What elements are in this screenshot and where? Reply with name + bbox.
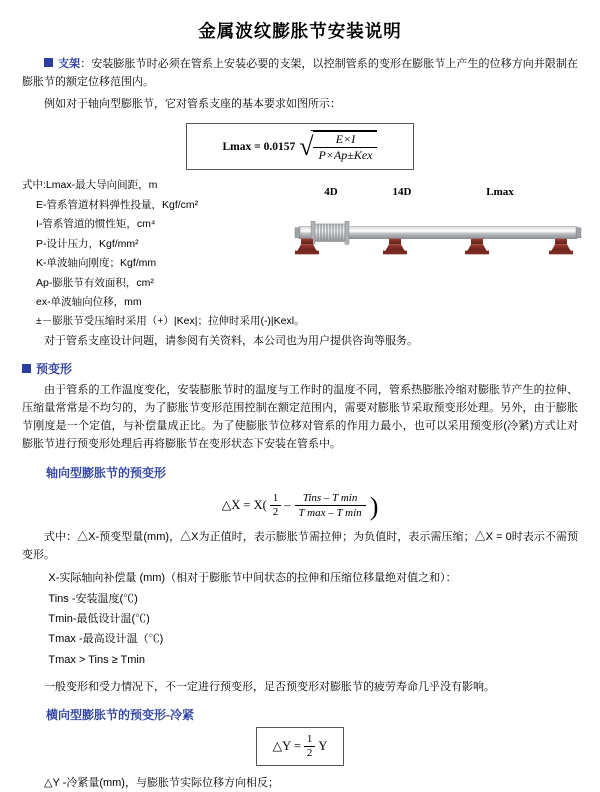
- formula-lmax-fraction: [313, 131, 377, 163]
- blue-square-icon: [44, 58, 53, 67]
- axial-variable-item: Tmax > Tins ≥ Tmin: [48, 653, 145, 666]
- axial-formula-fraction-numerator: Tins – T min: [295, 491, 366, 506]
- legend-item: P-设计压力，Kgf/mm²: [36, 237, 139, 250]
- axial-variable-item: Tins -安装温度(℃): [48, 592, 138, 605]
- figure-label-4d: 4D: [324, 186, 338, 199]
- formula-lmax-lhs: Lmax = 0.0157: [222, 140, 296, 153]
- bracket-section-heading: 支架: [58, 58, 81, 70]
- lateral-formula-half: [304, 733, 316, 759]
- figure-label-lmax: Lmax: [486, 186, 514, 199]
- bracket-section-body: 安装膨胀节时必须在管系上安装必要的支架，以控制管系的变形在膨胀节上产生的位移方向并限制在膨胀节的额定位移范围内。: [22, 58, 579, 89]
- formula-lmax: [186, 123, 414, 170]
- axial-variable-item: Tmax -最高设计温（℃): [48, 633, 164, 646]
- pre-deformation-heading-label: 预变形: [36, 361, 73, 376]
- formula-lmax-denominator: P×Ap±Kex: [318, 148, 373, 163]
- lateral-formula-note: △Y -冷紧量(mm)，与膨胀节实际位移方向相反；: [44, 776, 279, 789]
- formula-lmax-numerator: E×I: [313, 132, 377, 148]
- pipe-diagram-svg: [293, 212, 583, 258]
- axial-pre-deformation-heading-label: 轴向型膨胀节的预变形: [46, 465, 167, 480]
- axial-formula-fraction: [295, 491, 366, 521]
- axial-formula-note: 式中：△X-预变型量(mm)，△X为正值时，表示膨胀节需拉伸；为负值时，表示需压缩；△X = 0时表示不需预变形。: [22, 531, 578, 562]
- axial-variable-item: X-实际轴向补偿量 (mm)（相对于膨胀节中间状态的拉伸和压缩位移量绝对值之和）：: [48, 572, 457, 585]
- axial-formula-rhs: ): [369, 491, 379, 521]
- pre-deformation-body: 由于管系的工作温度变化，安装膨胀节时的温度与工作时的温度不同，管系热膨胀冷缩对膨胀节产生的拉伸、压缩量常常是不均匀的，为了膨胀节变形范围控制在额定范围内，需要对膨胀节采取预变形处理。另外，由于膨胀节刚度是一个定值，与补偿量成正比。为了使膨胀节位移对管系的作用力最小，也可以采用预变形(冷紧)方式让对膨胀节进行预变形处理后再将膨胀节在变形状态下安装在管系中。: [22, 383, 578, 451]
- figure-label-14d: 14D: [392, 186, 412, 199]
- figure-dimension-labels: [293, 186, 583, 198]
- legend-item: 式中:Lmax-最大导向间距，m: [22, 179, 158, 192]
- axial-formula-half: [270, 492, 282, 518]
- legend-item: K-单波轴向刚度；Kgf/mm: [36, 257, 157, 270]
- lateral-pre-deformation-heading-label: 横向型膨胀节的预变形-冷紧: [46, 708, 194, 723]
- pre-deformation-heading: [22, 360, 578, 377]
- pipe-figure: [293, 176, 583, 276]
- legend-list: [22, 176, 305, 331]
- lateral-formula-rhs: Y: [318, 738, 328, 753]
- bracket-section-paragraph: 支架：安装膨胀节时必须在管系上安装必要的支架，以控制管系的变形在膨胀节上产生的位移方向并限制在膨胀节的额定位移范围内。: [22, 58, 579, 89]
- axial-formula: [22, 491, 578, 521]
- axial-variable-list: [22, 568, 578, 670]
- legend-item: Ap-膨胀节有效面积，cm²: [36, 276, 154, 289]
- radical-sign-icon: √: [299, 131, 314, 161]
- axial-pre-deformation-heading: [22, 464, 578, 481]
- formula-lmax-radical: [299, 130, 377, 163]
- axial-tail-note: 一般变形和受力情况下，不一定进行预变形，足否预变形对膨胀节的疲劳寿命几乎没有影响。: [44, 681, 495, 694]
- axial-formula-lhs: △X = X(: [221, 498, 267, 513]
- legend-item: ex-单波轴向位移，mm: [36, 295, 142, 308]
- axial-formula-fraction-denominator: T max – T min: [298, 506, 362, 519]
- axial-formula-half-numerator: 1: [270, 492, 282, 506]
- pipe-diagram-image: [293, 200, 583, 276]
- lateral-formula-half-numerator: 1: [304, 733, 316, 747]
- axial-formula-half-denominator: 2: [272, 505, 279, 518]
- page-title: 金属波纹膨胀节安装说明: [198, 21, 402, 41]
- lateral-formula-half-denominator: 2: [306, 746, 313, 759]
- lateral-formula-wrap: [22, 727, 578, 765]
- legend-item: ±－膨胀节受压缩时采用（+）|Kex|；拉伸时采用(-)|Kexl。: [36, 315, 305, 328]
- lateral-pre-deformation-heading: [22, 706, 578, 723]
- bracket-example-line: 例如对于轴向型膨胀节，它对管系支座的基本要求如图所示：: [44, 98, 341, 111]
- lateral-formula: [256, 727, 345, 765]
- legend-and-figure: [22, 176, 578, 331]
- axial-formula-minus: –: [284, 497, 291, 512]
- legend-item: E-管系管道材料弹性投量，Kgf/cm²: [36, 198, 199, 211]
- axial-variable-item: Tmin-最低设计温(℃): [48, 613, 150, 626]
- blue-square-icon: [22, 364, 31, 373]
- legend-item: I-管系管道的惯性矩，cm⁴: [36, 218, 156, 231]
- lateral-formula-lhs: △Y =: [272, 739, 301, 754]
- consult-note: 对于管系支座设计问题，请参阅有关资料，本公司也为用户提供咨询等服务。: [44, 334, 418, 347]
